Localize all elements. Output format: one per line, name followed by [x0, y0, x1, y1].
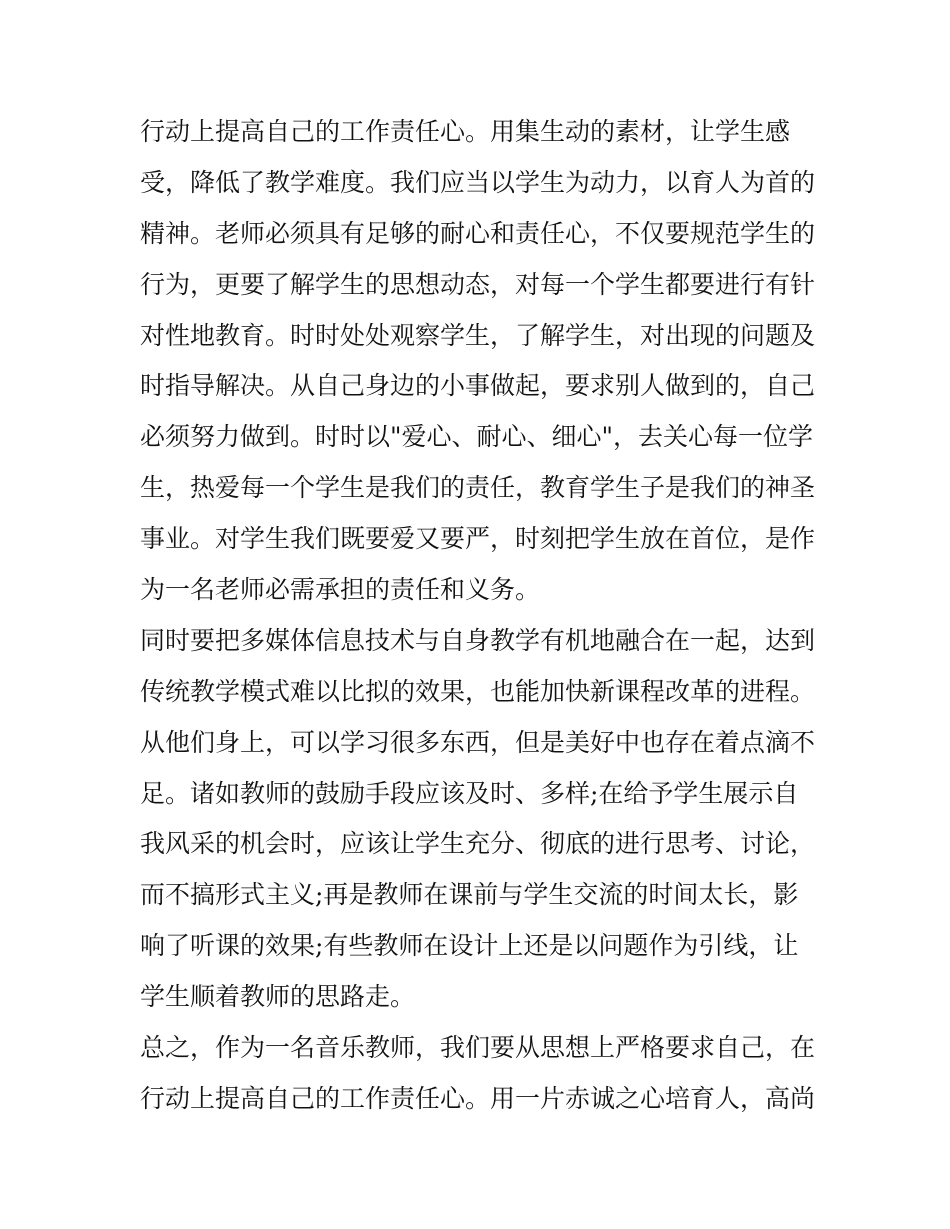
text-line-1: 行动上提高自己的工作责任心。用集生动的素材，让学生感	[140, 117, 791, 146]
text-line-15: 我风采的机会时，应该让学生充分、彻底的进行思考、讨论，	[140, 829, 816, 859]
text-line-17: 响了听课的效果;有些教师在设计上还是以问题作为引线，让	[140, 931, 799, 961]
text-line-9: 事业。对学生我们既要爱又要严，时刻把学生放在首位，是作	[140, 524, 816, 554]
text-line-18: 学生顺着教师的思路走。	[140, 982, 416, 1012]
text-line-16: 而不搞形式主义;再是教师在课前与学生交流的时间太长，影	[140, 880, 799, 910]
text-line-10: 为一名老师必需承担的责任和义务。	[140, 575, 541, 605]
text-line-3: 精神。老师必须具有足够的耐心和责任心，不仅要规范学生的	[140, 218, 816, 248]
text-line-5: 对性地教育。时时处处观察学生，了解学生，对出现的问题及	[140, 320, 816, 350]
text-line-12: 传统教学模式难以比拟的效果，也能加快新课程改革的进程。	[140, 676, 816, 706]
text-line-13: 从他们身上，可以学习很多东西，但是美好中也存在着点滴不	[140, 727, 816, 757]
text-line-8: 生，热爱每一个学生是我们的责任，教育学生子是我们的神圣	[140, 473, 816, 503]
text-line-19: 总之，作为一名音乐教师，我们要从思想上严格要求自己，在	[140, 1033, 816, 1063]
text-line-4: 行为，更要了解学生的思想动态，对每一个学生都要进行有针	[140, 269, 816, 299]
document-body	[140, 107, 820, 1125]
text-line-14: 足。诸如教师的鼓励手段应该及时、多样;在给予学生展示自	[140, 778, 799, 808]
text-line-11: 同时要把多媒体信息技术与自身教学有机地融合在一起，达到	[140, 625, 816, 655]
text-line-2: 受，降低了教学难度。我们应当以学生为动力，以育人为首的	[140, 167, 816, 197]
text-line-20: 行动上提高自己的工作责任心。用一片赤诚之心培育人，高尚	[140, 1083, 816, 1113]
text-line-7: 必须努力做到。时时以"爱心、耐心、细心"，去关心每一位学	[140, 422, 814, 452]
text-line-6: 时指导解决。从自己身边的小事做起，要求别人做到的，自己	[140, 371, 816, 401]
